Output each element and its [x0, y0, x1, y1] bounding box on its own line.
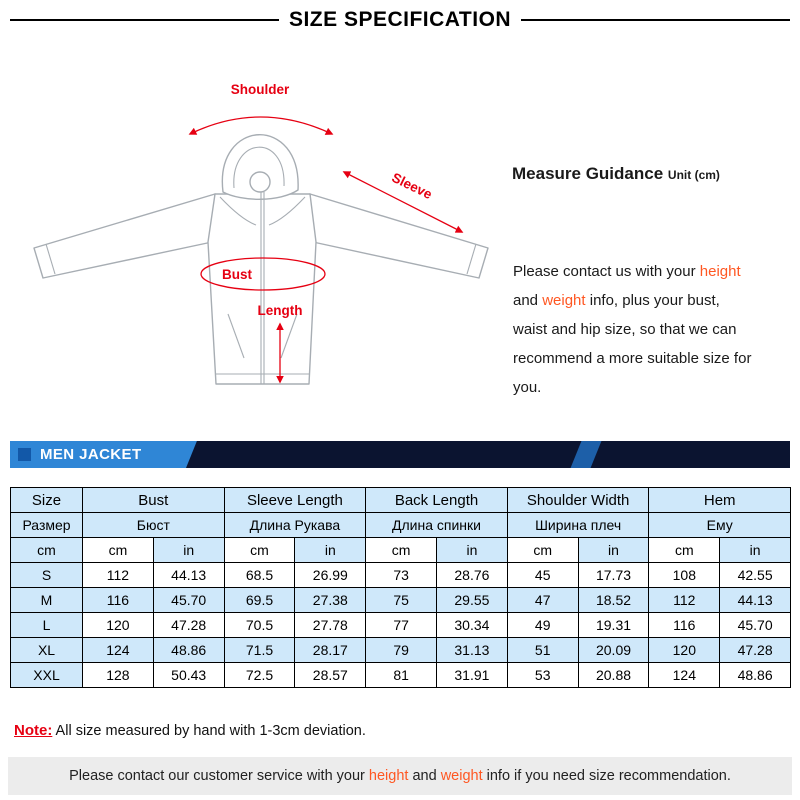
- value-cell: 18.52: [578, 588, 649, 613]
- guidance-highlight-weight: weight: [542, 291, 586, 309]
- title-rule-left: [10, 19, 279, 21]
- banner-title: MEN JACKET: [40, 446, 142, 463]
- jacket-measure-diagram: [10, 52, 510, 427]
- column-header: Back Length: [366, 488, 508, 513]
- table-header-row-ru: [11, 513, 791, 538]
- jacket-chin-guard: [250, 172, 270, 192]
- value-cell: 75: [366, 588, 437, 613]
- unit-label: Unit (cm): [667, 168, 720, 182]
- column-header-ru: Длина Рукава: [224, 513, 366, 538]
- shoulder-dimension-arrow: [190, 117, 332, 134]
- size-cell: XXL: [11, 663, 83, 688]
- value-cell: 28.76: [437, 563, 508, 588]
- column-header-ru: Размер: [11, 513, 83, 538]
- value-cell: 72.5: [224, 663, 295, 688]
- table-header-row-en: [11, 488, 791, 513]
- value-cell: 50.43: [153, 663, 224, 688]
- value-cell: 51: [507, 638, 578, 663]
- value-cell: 112: [649, 588, 720, 613]
- value-cell: 20.88: [578, 663, 649, 688]
- value-cell: 45.70: [153, 588, 224, 613]
- guidance-paragraph: [513, 258, 755, 403]
- shoulder-label: Shoulder: [230, 82, 290, 97]
- value-cell: 73: [366, 563, 437, 588]
- value-cell: 45: [507, 563, 578, 588]
- value-cell: 49: [507, 613, 578, 638]
- value-cell: 27.38: [295, 588, 366, 613]
- value-cell: 47.28: [720, 638, 791, 663]
- unit-cell: in: [153, 538, 224, 563]
- column-header-ru: Длина спинки: [366, 513, 508, 538]
- value-cell: 77: [366, 613, 437, 638]
- guidance-highlight-height: height: [699, 263, 741, 280]
- value-cell: 124: [83, 638, 154, 663]
- size-table: [10, 487, 791, 688]
- page-title: SIZE SPECIFICATION: [288, 8, 512, 31]
- table-unit-row: [11, 538, 791, 563]
- column-header: Size: [11, 488, 83, 513]
- size-cell: L: [11, 613, 83, 638]
- guidance-text-part: Please contact us with your: [513, 263, 700, 280]
- page-header: [10, 8, 790, 32]
- unit-cell: cm: [224, 538, 295, 563]
- unit-cell: cm: [83, 538, 154, 563]
- sleeve-label: Sleeve: [389, 169, 435, 203]
- unit-cell: in: [437, 538, 508, 563]
- table-row: [11, 563, 791, 588]
- table-row: [11, 613, 791, 638]
- column-header-ru: Ширина плеч: [507, 513, 649, 538]
- unit-cell: cm: [366, 538, 437, 563]
- size-cell: M: [11, 588, 83, 613]
- value-cell: 30.34: [437, 613, 508, 638]
- value-cell: 120: [83, 613, 154, 638]
- value-cell: 47: [507, 588, 578, 613]
- value-cell: 44.13: [153, 563, 224, 588]
- table-row: [11, 588, 791, 613]
- value-cell: 28.57: [295, 663, 366, 688]
- banner-square-icon: [18, 448, 31, 461]
- value-cell: 48.86: [720, 663, 791, 688]
- value-cell: 47.28: [153, 613, 224, 638]
- size-cell: XL: [11, 638, 83, 663]
- footer-text: [69, 768, 731, 784]
- value-cell: 116: [649, 613, 720, 638]
- footer-highlight-height: height: [368, 768, 409, 784]
- column-header-ru: Ему: [649, 513, 791, 538]
- value-cell: 17.73: [578, 563, 649, 588]
- value-cell: 19.31: [578, 613, 649, 638]
- value-cell: 70.5: [224, 613, 295, 638]
- value-cell: 128: [83, 663, 154, 688]
- note-label: Note:: [14, 722, 53, 739]
- unit-cell: in: [295, 538, 366, 563]
- value-cell: 20.09: [578, 638, 649, 663]
- value-cell: 31.13: [437, 638, 508, 663]
- value-cell: 44.13: [720, 588, 791, 613]
- value-cell: 48.86: [153, 638, 224, 663]
- unit-cell: cm: [649, 538, 720, 563]
- jacket-left-sleeve: [34, 194, 215, 278]
- value-cell: 81: [366, 663, 437, 688]
- value-cell: 71.5: [224, 638, 295, 663]
- footer-text-part: info if you need size recommendation.: [482, 768, 731, 784]
- column-header: Sleeve Length: [224, 488, 366, 513]
- jacket-illustration: [10, 52, 510, 427]
- value-cell: 79: [366, 638, 437, 663]
- footer-bar: [8, 757, 792, 795]
- value-cell: 42.55: [720, 563, 791, 588]
- unit-cell: in: [720, 538, 791, 563]
- table-row: [11, 638, 791, 663]
- value-cell: 31.91: [437, 663, 508, 688]
- guidance-text-part: and: [513, 291, 543, 309]
- value-cell: 69.5: [224, 588, 295, 613]
- value-cell: 116: [83, 588, 154, 613]
- unit-cell: cm: [11, 538, 83, 563]
- value-cell: 68.5: [224, 563, 295, 588]
- column-header: Hem: [649, 488, 791, 513]
- value-cell: 108: [649, 563, 720, 588]
- value-cell: 45.70: [720, 613, 791, 638]
- value-cell: 29.55: [437, 588, 508, 613]
- value-cell: 112: [83, 563, 154, 588]
- guidance-text-part: info, plus your bust, waist and hip size, so that we can recommend a more suitable size for you.: [513, 291, 752, 396]
- table-row: [11, 663, 791, 688]
- value-cell: 28.17: [295, 638, 366, 663]
- banner-navy-section: [186, 441, 790, 468]
- men-jacket-banner: [10, 441, 790, 468]
- column-header-ru: Бюст: [83, 513, 225, 538]
- value-cell: 26.99: [295, 563, 366, 588]
- jacket-right-sleeve: [310, 194, 488, 278]
- note-text: All size measured by hand with 1-3cm deviation.: [52, 723, 366, 739]
- column-header: Shoulder Width: [507, 488, 649, 513]
- footer-text-part: Please contact our customer service with your: [69, 768, 369, 784]
- length-label: Length: [257, 303, 303, 318]
- size-table-body: [11, 563, 791, 688]
- value-cell: 124: [649, 663, 720, 688]
- measure-guidance-heading: [512, 164, 720, 184]
- value-cell: 120: [649, 638, 720, 663]
- unit-cell: cm: [507, 538, 578, 563]
- value-cell: 27.78: [295, 613, 366, 638]
- footer-text-part: and: [408, 768, 441, 784]
- measure-guidance-title: Measure Guidance: [512, 164, 664, 183]
- column-header: Bust: [83, 488, 225, 513]
- size-cell: S: [11, 563, 83, 588]
- unit-cell: in: [578, 538, 649, 563]
- footer-highlight-weight: weight: [440, 768, 483, 784]
- bust-label: Bust: [222, 267, 252, 282]
- note: [14, 722, 366, 739]
- title-rule-right: [521, 19, 790, 21]
- value-cell: 53: [507, 663, 578, 688]
- jacket-torso: [208, 194, 316, 384]
